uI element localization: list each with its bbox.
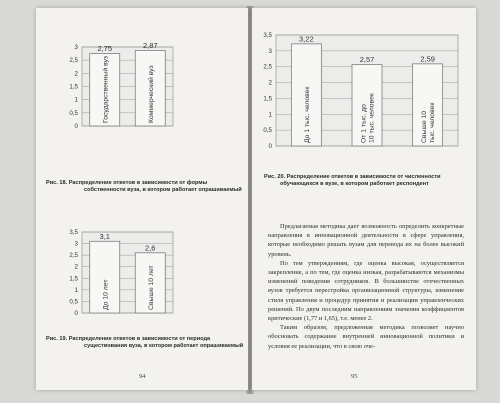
y-tick-label: 1 xyxy=(74,286,78,294)
y-tick-label: 3,5 xyxy=(69,229,78,236)
y-tick-label: 1,5 xyxy=(69,275,78,283)
page-number-left: 94 xyxy=(139,373,146,380)
chart-fig19 xyxy=(36,8,248,338)
category-label-line: До 1 тыс. человек xyxy=(303,86,311,143)
y-tick-label: 1 xyxy=(74,96,78,104)
y-tick-label: 0 xyxy=(74,123,78,130)
y-tick-label: 3 xyxy=(268,47,272,55)
y-tick-label: 2,5 xyxy=(69,252,78,260)
paragraph: Таким образом, предложенная методика позволяет научно обосновать содержание внутренней инновационной политики и условия ее реализации, что в свою оче- xyxy=(268,324,464,350)
data-label: 2,75 xyxy=(97,44,113,54)
right-page xyxy=(252,8,476,390)
category-label xyxy=(102,280,109,310)
y-tick-label: 2,5 xyxy=(69,57,78,65)
y-tick-label: 3 xyxy=(74,240,78,248)
category-label-line: 10 тыс. человек xyxy=(368,93,376,143)
category-label-line: Коммерческий вуз xyxy=(147,65,155,123)
y-tick-label: 3,5 xyxy=(263,32,272,39)
y-tick-label: 0 xyxy=(268,143,272,150)
data-label: 2,6 xyxy=(145,243,156,253)
y-tick-label: 3 xyxy=(74,44,78,51)
y-tick-label: 0 xyxy=(74,310,78,317)
y-tick-label: 2 xyxy=(74,70,78,78)
category-label-line: Свыше 10 xyxy=(421,110,429,143)
y-tick-label: 0,5 xyxy=(263,127,272,135)
category-label xyxy=(304,87,311,143)
caption-fig20: Рис. 20. Распределение ответов в зависимости от численности обучающихся в вузе, в котором работает респондент xyxy=(264,174,441,187)
caption-fig18: Рис. 18. Распределение ответов в зависимости от формы собственности вуза, в котором работает опрашиваемый xyxy=(46,180,242,193)
body-text xyxy=(268,222,464,351)
caption-fig19: Рис. 19. Распределение ответов в зависимости от периода существования вуза, в котором работает опрашиваемый xyxy=(46,336,244,349)
page-number-right: 95 xyxy=(351,373,358,380)
data-label: 2,59 xyxy=(420,54,435,64)
category-label-line: Свыше 10 лет xyxy=(147,265,155,310)
category-label-line: Государственный вуз xyxy=(102,56,110,123)
y-tick-label: 0,5 xyxy=(69,298,78,306)
y-tick-label: 1 xyxy=(268,111,272,119)
y-tick-label: 0,5 xyxy=(69,109,78,117)
data-label: 3,22 xyxy=(299,34,314,44)
paragraph: По тем утверждениям, где оценка высокая, осуществляется закрепление, а по тем, где оценка низкая, разрабатываются механизмы изменений поведения сотрудников. В большинстве отечественных вузов требуется перестройка организационной структуры, изменение стиля управления и процедур принятия и реализации управленческих решений. По двум последним направлениям значения коэффициентов критические (1,77 и 1,65), т.е. менее 2. xyxy=(268,259,464,323)
y-tick-label: 1,5 xyxy=(69,83,78,91)
category-label xyxy=(148,265,155,310)
data-label: 2,57 xyxy=(359,54,375,64)
y-tick-label: 2 xyxy=(74,263,78,271)
category-label-line: тыс. человек xyxy=(429,102,437,143)
data-label: 2,87 xyxy=(142,40,158,50)
category-label-line: От 1 тыс. до xyxy=(360,104,368,143)
data-label: 3,1 xyxy=(99,231,110,241)
paragraph: Предлагаемая методика дает возможность определить конкретные направления в инновационной деятельности в сфере управления, которые необходимо решать вузам для перевода их на более высокий уровень. xyxy=(268,223,464,258)
y-tick-label: 2 xyxy=(268,79,272,87)
y-tick-label: 1,5 xyxy=(263,95,272,103)
y-tick-label: 2,5 xyxy=(263,63,272,71)
left-page xyxy=(36,8,248,390)
category-label-line: До 10 лет xyxy=(102,279,110,310)
chart-fig20 xyxy=(252,8,476,178)
